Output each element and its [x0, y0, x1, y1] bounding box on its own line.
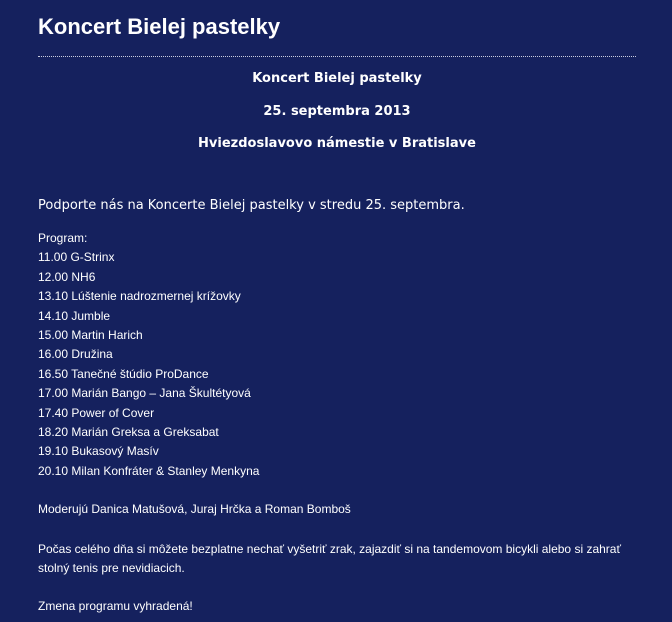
title-divider	[38, 56, 636, 57]
program-list	[38, 229, 259, 481]
event-place: Hviezdoslavovo námestie v Bratislave	[198, 136, 476, 151]
program-item: 17.00 Marián Bango – Jana Škultétyová	[38, 386, 251, 401]
program-item: 15.00 Martin Harich	[38, 328, 143, 343]
program-item: 12.00 NH6	[38, 269, 96, 284]
program-item: 20.10 Milan Konfráter & Stanley Menkyna	[38, 463, 260, 478]
page-title: Koncert Bielej pastelky	[38, 14, 281, 39]
program-label: Program:	[38, 231, 88, 245]
activities-paragraph: Počas celého dňa si môžete bezplatne nechať vyšetriť zrak, zajazdiť si na tandemovom bicykli alebo si zahrať stolný tenis pre nevidiacich.	[38, 542, 621, 575]
program-item: 16.50 Tanečné štúdio ProDance	[38, 366, 209, 381]
moderators-paragraph: Moderujú Danica Matušová, Juraj Hrčka a Roman Bomboš	[38, 502, 351, 516]
program-item: 16.00 Družina	[38, 347, 113, 362]
program-item: 13.10 Lúštenie nadrozmernej krížovky	[38, 289, 241, 304]
program-item: 19.10 Bukasový Masív	[38, 444, 159, 459]
program-item: 14.10 Jumble	[38, 308, 111, 323]
program-item: 17.40 Power of Cover	[38, 405, 155, 420]
event-date: 25. septembra 2013	[263, 104, 411, 119]
closing-note: Zmena programu vyhradená!	[38, 599, 193, 613]
intro-paragraph: Podporte nás na Koncerte Bielej pastelky v stredu 25. septembra.	[38, 198, 465, 213]
program-item: 18.20 Marián Greksa a Greksabat	[38, 425, 219, 440]
program-item: 11.00 G-Strinx	[38, 250, 115, 265]
event-name: Koncert Bielej pastelky	[252, 71, 422, 86]
